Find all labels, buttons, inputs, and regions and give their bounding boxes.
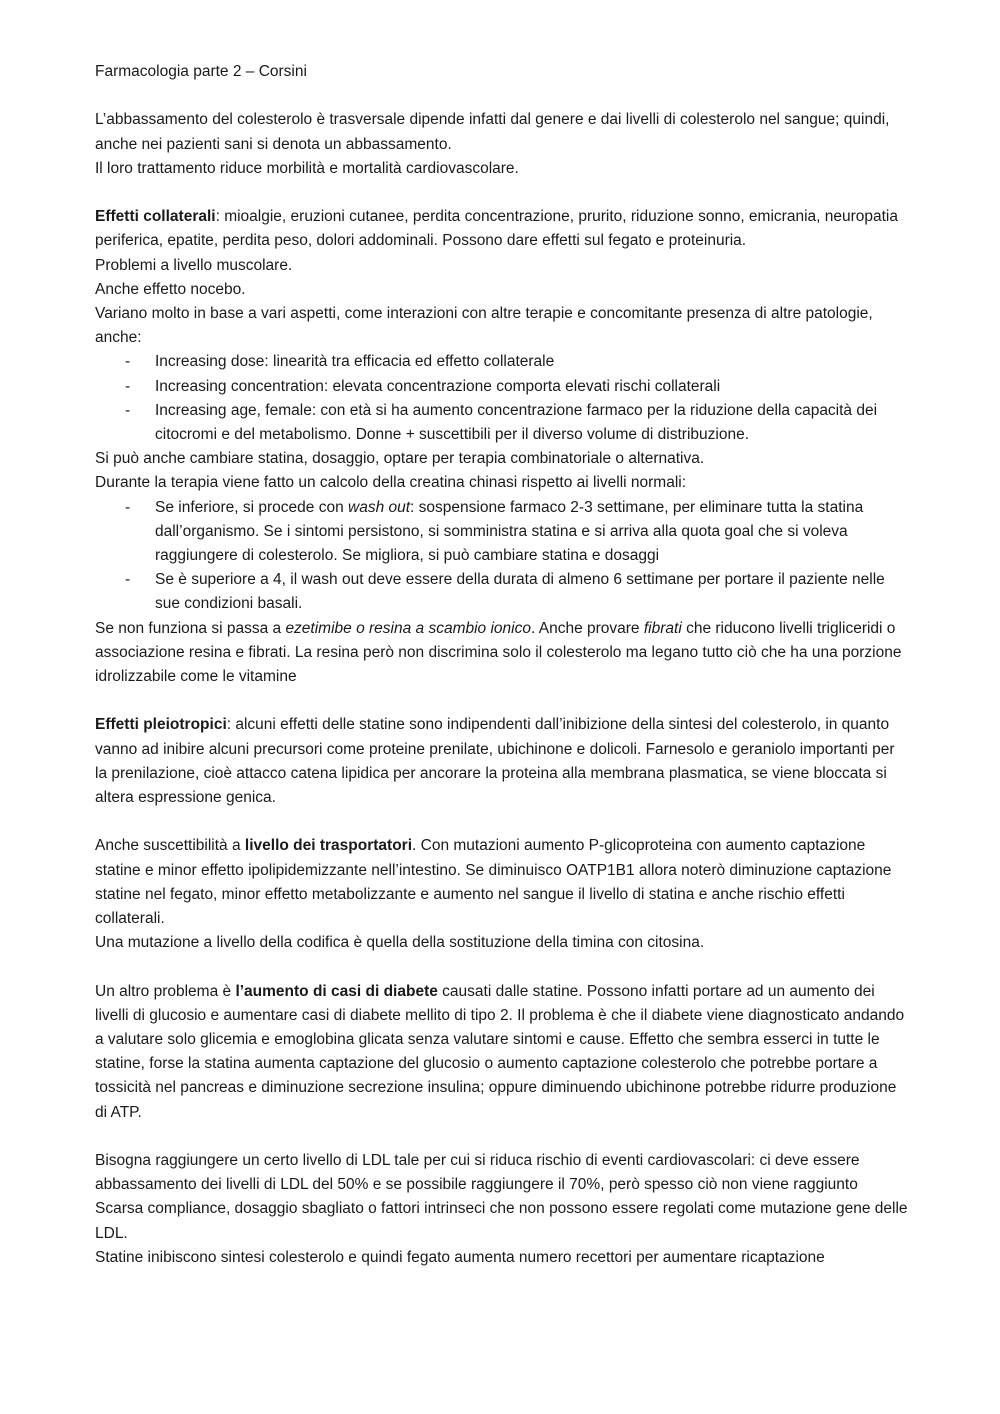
side-effects-variation: Variano molto in base a vari aspetti, come interazioni con altre terapie e concomitante presenza di altre patologie, anche: <box>95 305 873 347</box>
spacer <box>95 1125 910 1149</box>
text-run: Se non funziona si passa a <box>95 619 286 637</box>
change-statin-paragraph: Si può anche cambiare statina, dosaggio, optare per terapia combinatoriale o alternativa. <box>95 450 705 468</box>
spacer <box>95 181 910 205</box>
ldl-paragraph: Bisogna raggiungere un certo livello di LDL tale per cui si riduca rischio di eventi cardiovascolari: ci deve essere abbassamento dei livelli di LDL del 50% e se possibile raggiungere il 70%, però spesso ciò non viene raggiunto <box>95 1152 860 1194</box>
risk-factor-list <box>95 350 910 447</box>
side-effects-heading: Effetti collaterali <box>95 208 216 226</box>
text-run: causati dalle statine. Possono infatti portare ad un aumento dei livelli di glucosio e aumentare casi di diabete mellito di tipo 2. Il problema è che il diabete viene diagnosticato andando a valutare solo glicemia e emoglobina glicata senza valutare sintomi e cause. Effetto che sembra esserci in tutte le statine, forse la statina aumenta captazione del glucosio o aumento captazione colesterolo che potrebbe portare a tossicità nel pancreas e diminuzione secrezione insulina; oppure diminuendo ubichinone potrebbe ridurre produzione di ATP. <box>95 982 905 1121</box>
list-item-text: Se inferiore, si procede con <box>155 498 348 516</box>
creatine-kinase-list <box>95 496 910 617</box>
spacer <box>95 689 910 713</box>
transporters-heading: livello dei trasportatori <box>244 837 413 855</box>
side-effects-text: : mioalgie, eruzioni cutanee, perdita concentrazione, prurito, riduzione sonno, emicrania, neuropatia periferica, epatite, perdita peso, dolori addominali. Possono dare effetti sul fegato e proteinuria. <box>95 208 898 250</box>
ezetimibe-term: ezetimibe o resina a scambio ionico <box>285 619 531 637</box>
mutation-paragraph: Una mutazione a livello della codifica è quella della sostituzione della timina con citosina. <box>95 934 705 952</box>
diabetes-heading: l’aumento di casi di diabete <box>235 982 438 1000</box>
transporters-paragraph <box>95 834 910 931</box>
statins-receptors-paragraph: Statine inibiscono sintesi colesterolo e quindi fegato aumenta numero recettori per aumentare ricaptazione <box>95 1248 825 1266</box>
intro-paragraph-2: Il loro trattamento riduce morbilità e mortalità cardiovascolare. <box>95 159 519 177</box>
spacer <box>95 955 910 979</box>
spacer <box>95 84 910 108</box>
pleiotropic-text: : alcuni effetti delle statine sono indipendenti dall’inibizione della sintesi del colesterolo, in quanto vanno ad inibire alcuni precursori come proteine prenilate, ubichinone e dolicoli. Farnesolo e geraniolo importanti per la prenilazione, cioè attacco catena lipidica per ancorare la proteina alla membrana plasmatica, se viene bloccata si altera espressione genica. <box>95 716 895 807</box>
list-item-text: : sospensione farmaco 2-3 settimane, per eliminare tutta la statina dall’organismo. Se i sintomi persistono, si somministra statina e si arriva alla quota goal che si voleva raggiungere di colesterolo. Se migliora, si può cambiare statina e dosaggi <box>155 498 864 565</box>
list-item: - Se è superiore a 4, il wash out deve essere della durata di almeno 6 settimane per portare il paziente nelle sue condizioni basali. <box>95 568 910 616</box>
list-item <box>95 496 910 569</box>
intro-paragraph: L’abbassamento del colesterolo è trasversale dipende infatti dal genere e dai livelli di colesterolo nel sangue; quindi, anche nei pazienti sani si denota un abbassamento. <box>95 111 890 153</box>
list-item: - Increasing dose: linearità tra efficacia ed effetto collaterale <box>95 350 910 374</box>
list-item: - Increasing concentration: elevata concentrazione comporta elevati rischi collaterali <box>95 375 910 399</box>
fibrati-term: fibrati <box>643 619 682 637</box>
page-header: Farmacologia parte 2 – Corsini <box>95 63 307 80</box>
spacer <box>95 810 910 834</box>
text-run: Anche suscettibilità a <box>95 837 245 855</box>
creatine-kinase-paragraph: Durante la terapia viene fatto un calcolo della creatina chinasi rispetto ai livelli normali: <box>95 474 687 492</box>
pleiotropic-paragraph <box>95 713 910 810</box>
text-run: che riducono livelli trigliceridi o associazione resina e fibrati. La resina però non discrimina solo il colesterolo ma legano tutto ciò che ha una porzione idrolizzabile come le vitamine <box>95 619 902 686</box>
pleiotropic-heading: Effetti pleiotropici <box>95 716 227 734</box>
alternatives-paragraph <box>95 617 910 690</box>
text-run: . Anche provare <box>530 619 644 637</box>
document-page <box>95 60 910 1270</box>
text-run: Un altro problema è <box>95 982 236 1000</box>
text-run: . Con mutazioni aumento P-glicoproteina con aumento captazione statine e minor effetto ipolipidemizzante nell’intestino. Se diminuisco OATP1B1 allora noterò diminuzione captazione statine nel fegato, minor effetto metabolizzante e aumento nel sangue il livello di statina e anche rischio effetti collaterali. <box>95 837 892 928</box>
side-effects-paragraph <box>95 205 910 253</box>
side-effects-nocebo: Anche effetto nocebo. <box>95 280 246 298</box>
diabetes-paragraph <box>95 980 910 1125</box>
list-item: - Increasing age, female: con età si ha aumento concentrazione farmaco per la riduzione della capacità dei citocromi e del metabolismo. Donne + suscettibili per il diverso volume di distribuzione. <box>95 399 910 447</box>
compliance-paragraph: Scarsa compliance, dosaggio sbagliato o fattori intrinseci che non possono essere regolati come mutazione gene delle LDL. <box>95 1200 908 1242</box>
side-effects-muscle: Problemi a livello muscolare. <box>95 256 293 274</box>
wash-out-term: wash out <box>348 498 411 516</box>
